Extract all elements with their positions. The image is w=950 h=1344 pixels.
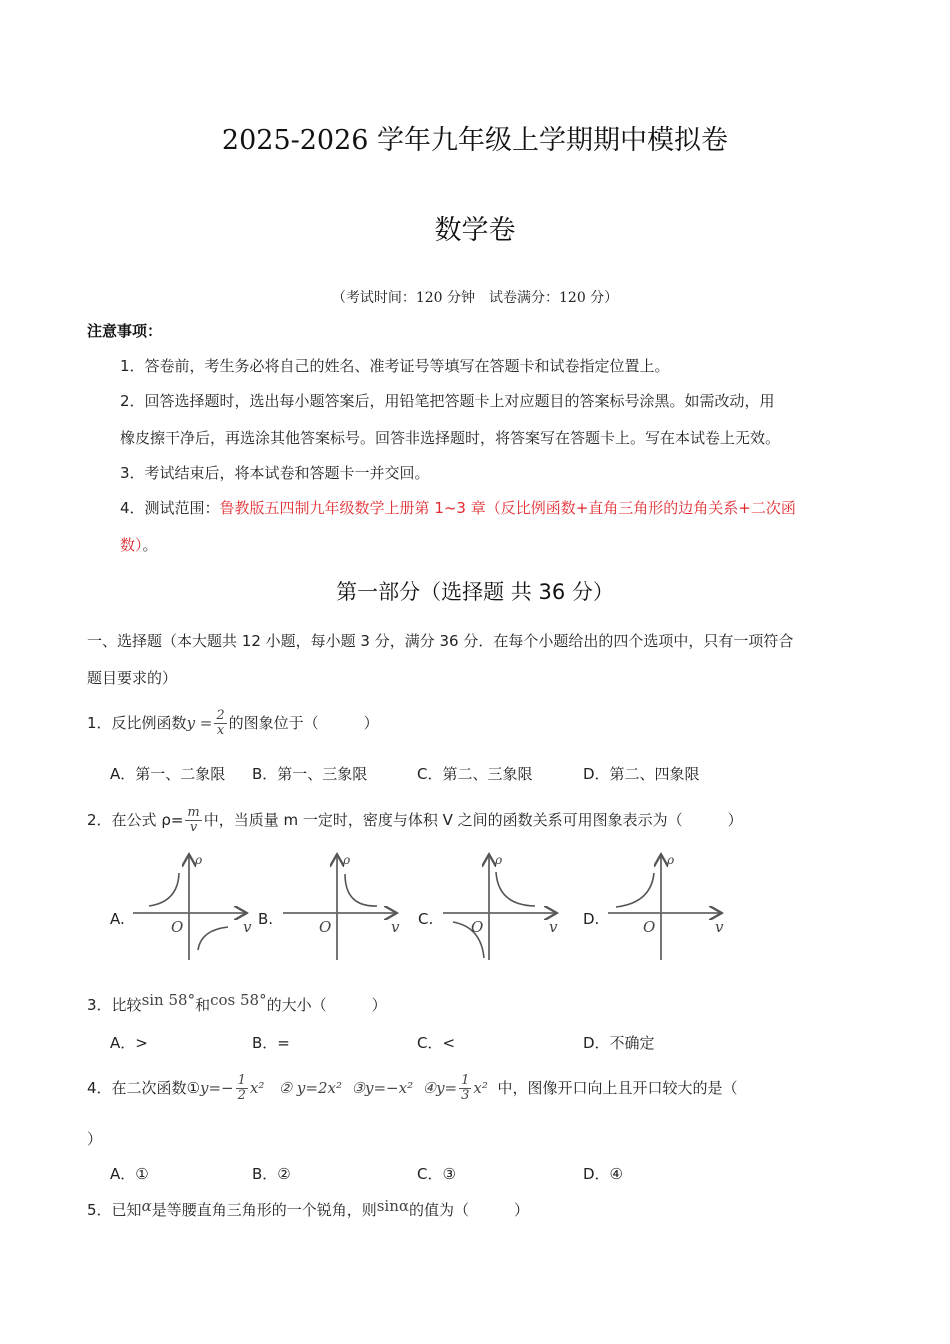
question-text: 在公式 ρ=: [111, 811, 184, 829]
notice-item-4-prefix: 4．测试范围：: [120, 499, 220, 517]
question-number: 2．: [87, 811, 112, 829]
svg-text:v: v: [715, 918, 724, 936]
marker-1: ①: [186, 1079, 201, 1097]
q2-option-d-label: D.: [583, 910, 600, 928]
section-title: 第一部分（选择题 共 36 分）: [336, 580, 614, 604]
notice-item-1: 1．答卷前，考生务必将自己的姓名、准考证号等填写在答题卡和试卷指定位置上。: [120, 357, 670, 375]
q3-option-c: C．<: [417, 1034, 456, 1052]
q2-option-c-label: C.: [418, 910, 434, 928]
svg-text:ρ: ρ: [495, 853, 503, 867]
exam-subtitle: 数学卷: [434, 215, 516, 246]
question-text-after: 中，图像开口向上且开口较大的是（: [497, 1079, 738, 1097]
q2-option-a-label: A.: [110, 910, 125, 928]
sin-alpha-expression: sinα: [376, 1197, 410, 1215]
notice-item-2-cont: 橡皮擦干净后，再选涂其他答案标号。回答非选择题时，将答案写在答题卡上。写在本试卷上无效。: [120, 429, 781, 447]
section-instructions-cont: 题目要求的）: [87, 669, 178, 687]
sin-expression: sin 58°: [141, 991, 196, 1009]
question-text-after: 的大小（ ）: [266, 996, 387, 1014]
svg-text:v: v: [243, 918, 252, 936]
numerator: m: [187, 805, 200, 820]
svg-text:O: O: [471, 918, 484, 936]
fraction: [459, 1074, 471, 1103]
formula-1-lhs: y=−: [200, 1079, 234, 1097]
question-text-after: 中，当质量 m 一定时，密度与体积 V 之间的函数关系可用图象表示为（ ）: [203, 811, 743, 829]
question-1: [87, 702, 379, 744]
numerator: 2: [216, 708, 225, 723]
notice-item-2: 2．回答选择题时，选出每小题答案后，用铅笔把答题卡上对应题目的答案标号涂黑。如需改动，用: [120, 392, 775, 410]
question-4: [87, 1068, 737, 1108]
graph-option-b: [283, 850, 408, 960]
exam-title: 2025-2026 学年九年级上学期期中模拟卷: [221, 125, 729, 156]
svg-text:v: v: [391, 918, 400, 936]
notice-item-4-cont: [120, 534, 158, 555]
graph-option-d: [608, 850, 733, 960]
q4-option-c: C．③: [417, 1165, 456, 1183]
formula-1-rhs: x²: [249, 1079, 265, 1097]
svg-text:ρ: ρ: [343, 853, 351, 867]
question-number: 5．: [87, 1201, 112, 1219]
fraction: [214, 709, 226, 738]
q3-option-d: D．不确定: [583, 1034, 655, 1052]
formula-2: ② y=2x²: [278, 1079, 342, 1097]
numerator: 1: [461, 1073, 470, 1088]
numerator: 1: [237, 1073, 246, 1088]
question-5: [87, 1199, 529, 1220]
question-2: [87, 800, 743, 840]
question-text-after: 的图象位于（ ）: [228, 714, 379, 732]
svg-text:O: O: [643, 918, 656, 936]
notice-heading: 注意事项：: [87, 322, 163, 340]
fraction: [236, 1074, 248, 1103]
svg-text:ρ: ρ: [667, 853, 675, 867]
q1-option-a: A．第一、二象限: [110, 765, 226, 783]
denominator: 3: [461, 1088, 470, 1103]
q4-option-d: D．④: [583, 1165, 623, 1183]
question-number: 3．: [87, 996, 112, 1014]
q3-option-b: B．=: [252, 1034, 290, 1052]
notice-item-4: [120, 497, 796, 518]
formula-4-rhs: x²: [473, 1079, 488, 1097]
q1-option-b: B．第一、三象限: [252, 765, 368, 783]
denominator: 2: [237, 1088, 246, 1103]
question-number: 4．: [87, 1079, 112, 1097]
notice-item-3: 3．考试结束后，将本试卷和答题卡一并交回。: [120, 464, 430, 482]
svg-text:v: v: [549, 918, 558, 936]
q1-option-c: C．第二、三象限: [417, 765, 533, 783]
question-text: 已知: [111, 1201, 142, 1219]
q1-option-d: D．第二、四象限: [583, 765, 700, 783]
test-scope-cont: 数）: [120, 536, 143, 554]
test-scope: 鲁教版五四制九年级数学上册第 1~3 章（反比例函数+直角三角形的边角关系+二次函: [219, 499, 796, 517]
question-text: 比较: [111, 996, 142, 1014]
svg-text:ρ: ρ: [195, 853, 203, 867]
q4-option-b: B．②: [252, 1165, 291, 1183]
q3-option-a: A．>: [110, 1034, 148, 1052]
section-instructions: 一、选择题（本大题共 12 小题，每小题 3 分，满分 36 分．在每个小题给出的四个选项中，只有一项符合: [87, 632, 794, 650]
q2-option-b-label: B.: [258, 910, 274, 928]
question-4-cont: ）: [87, 1130, 103, 1148]
denominator: x: [216, 723, 225, 738]
q4-option-a: A．①: [110, 1165, 149, 1183]
question-3: [87, 991, 387, 1015]
question-text-mid: 和: [195, 996, 211, 1014]
formula-4-lhs: ④y=: [422, 1079, 458, 1097]
question-text-mid: 是等腰直角三角形的一个锐角，则: [151, 1201, 377, 1219]
svg-text:O: O: [171, 918, 184, 936]
graph-option-a: [133, 850, 258, 960]
alpha-symbol: α: [141, 1197, 152, 1215]
formula-lhs: y =: [186, 714, 213, 732]
question-text: 反比例函数: [111, 714, 187, 732]
fraction: [185, 806, 201, 835]
formula-3: ③y=−x²: [351, 1079, 414, 1097]
graph-option-c: [443, 850, 568, 960]
notice-item-4-suffix: 。: [142, 536, 158, 554]
question-text-after: 的值为（ ）: [409, 1201, 530, 1219]
question-number: 1．: [87, 714, 112, 732]
exam-meta: （考试时间：120 分钟 试卷满分：120 分）: [331, 290, 619, 306]
svg-text:O: O: [319, 918, 332, 936]
question-text: 在二次函数: [111, 1079, 187, 1097]
cos-expression: cos 58°: [210, 991, 267, 1009]
denominator: v: [189, 820, 198, 835]
